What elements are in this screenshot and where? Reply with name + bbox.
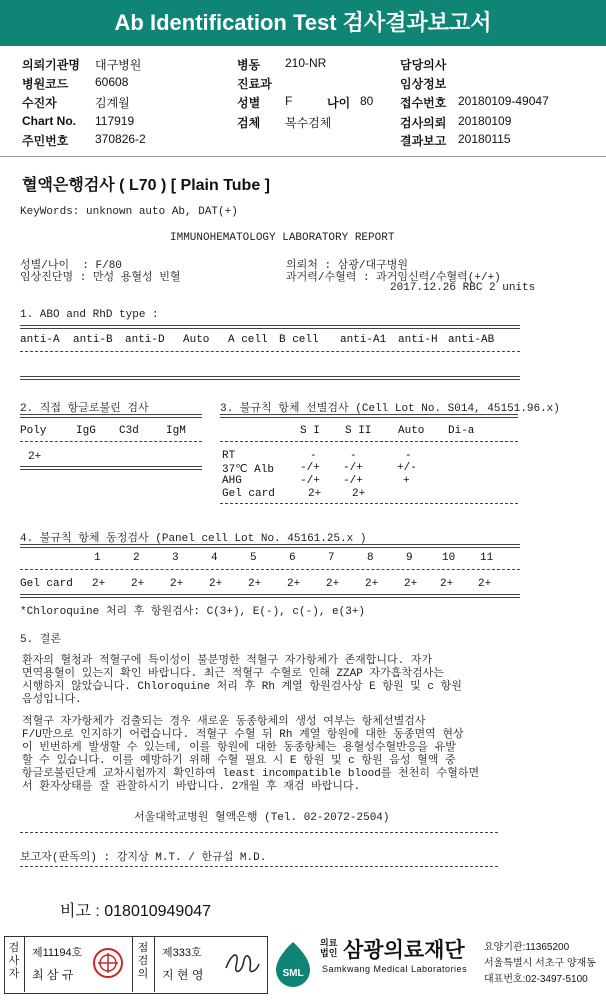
abo-header-anti-b: anti-B	[73, 334, 113, 346]
org-prefix: 의료법인	[320, 938, 338, 958]
signature-divider	[154, 936, 155, 992]
screen-row-37-s2: -/+	[343, 462, 363, 474]
dat-heading: 2. 직접 항글로불린 검사	[20, 403, 149, 415]
hospital-name-value: 대구병원	[95, 58, 142, 72]
specimen-label: 검체	[237, 116, 261, 130]
screen-row-37-auto: +/-	[397, 462, 417, 474]
receipt-no-label: 접수번호	[400, 96, 447, 110]
screen-heading: 3. 불규칙 항체 선별검사 (Cell Lot No. S014, 45151.96.x)	[220, 403, 560, 415]
sml-logo-icon	[270, 938, 316, 990]
reporter: 보고자(판독의) : 강지상 M.T. / 한규섭 M.D.	[20, 852, 267, 864]
screen-row-gel-s2: 2+	[352, 488, 366, 500]
inspector-label: 검사자	[8, 942, 20, 980]
panel-cell-value: 2+	[131, 578, 145, 590]
memo: 비고 : 018010949047	[60, 903, 212, 920]
report-title: Ab Identification Test 검사결과보고서	[0, 0, 606, 46]
sex-label: 성별	[237, 96, 261, 110]
screen-header-auto: Auto	[398, 425, 425, 437]
section-title: 혈액은행검사 ( L70 ) [ Plain Tube ]	[22, 177, 271, 194]
org-phone: 대표번호:02-3497-5100	[484, 974, 588, 985]
panel-cell-value: 2+	[478, 578, 492, 590]
keywords: KeyWords: unknown auto Ab, DAT(+)	[20, 206, 238, 218]
screen-header-s2: S II	[345, 425, 372, 437]
dat-header-igg: IgG	[76, 425, 96, 437]
request-date-value: 20180109	[458, 114, 512, 128]
panel-cell-number: 5	[250, 552, 257, 564]
dat-top-rule	[20, 414, 202, 418]
panel-cell-number: 1	[94, 552, 101, 564]
conclusion-para2-line: 이 빈번하게 발생할 수 있는데, 이를 항원에 대한 동종항체는 용혈성수혈반응을 유발	[22, 742, 456, 754]
abo-header-auto: Auto	[183, 334, 210, 346]
org-english: Samkwang Medical Laboratories	[322, 964, 468, 974]
abo-heading: 1. ABO and RhD type :	[20, 309, 159, 321]
panel-top-rule	[20, 544, 520, 548]
dat-mid-rule	[20, 441, 202, 442]
patient-name-label: 수진자	[22, 96, 57, 110]
panel-cell-value: 2+	[440, 578, 454, 590]
patient-name-value: 김계월	[95, 96, 130, 110]
screen-row-37-s1: -/+	[300, 462, 320, 474]
panel-cell-value: 2+	[92, 578, 106, 590]
panel-cell-value: 2+	[170, 578, 184, 590]
org-address: 서울특별시 서초구 양재동	[484, 958, 596, 969]
screen-header-s1: S I	[300, 425, 320, 437]
screen-bottom-rule	[220, 503, 518, 504]
abo-bottom-rule	[20, 376, 520, 380]
specimen-value: 복수검체	[285, 116, 332, 130]
signature-footer	[0, 932, 606, 1000]
reporter-top-rule	[20, 832, 498, 833]
report-date-value: 20180115	[458, 132, 511, 146]
requester-info: 의뢰처 : 삼광/대구병원	[286, 260, 409, 272]
abo-header-anti-a: anti-A	[20, 334, 60, 346]
signature-divider	[24, 936, 25, 992]
lab-report-title: IMMUNOHEMATOLOGY LABORATORY REPORT	[170, 232, 395, 244]
panel-row-label: Gel card	[20, 578, 73, 590]
panel-heading: 4. 불규칙 항체 동정검사 (Panel cell Lot No. 45161.25.x )	[20, 533, 367, 545]
doctor-label: 담당의사	[400, 58, 447, 72]
dat-header-igm: IgM	[166, 425, 186, 437]
patient-header	[0, 48, 606, 152]
age-value: 80	[360, 94, 374, 108]
abo-header-anti-h: anti-H	[398, 334, 438, 346]
ward-label: 병동	[237, 58, 261, 72]
reviewer-label: 점검의	[137, 942, 149, 980]
screen-top-rule	[220, 414, 518, 418]
department-label: 진료과	[237, 77, 272, 91]
screen-row-rt-auto: -	[405, 450, 412, 462]
chart-no-value: 117919	[95, 114, 135, 128]
conclusion-heading: 5. 결론	[20, 634, 62, 646]
screen-row-ahg-auto: +	[403, 475, 410, 487]
abo-header-anti-ab: anti-AB	[448, 334, 495, 346]
screen-row-rt-s2: -	[350, 450, 357, 462]
org-code: 요양기관:11365200	[484, 942, 570, 953]
resident-no-value: 370826-2	[95, 132, 146, 146]
dat-value-poly: 2+	[28, 451, 42, 463]
abo-header-anti-d: anti-D	[125, 334, 165, 346]
resident-no-label: 주민번호	[22, 134, 69, 148]
conclusion-para1-line: 환자의 혈청과 적혈구에 특이성이 불분명한 적혈구 자가항체가 존재합니다. 자가	[22, 655, 433, 667]
conclusion-para2	[22, 716, 479, 794]
inspector-seal	[92, 944, 124, 982]
dat-header-c3d: C3d	[119, 425, 139, 437]
sex-age-info: 성별/나이 : F/80	[20, 260, 122, 272]
panel-cell-number: 7	[328, 552, 335, 564]
screen-row-rt-label: RT	[222, 450, 236, 462]
screen-mid-rule	[220, 441, 518, 442]
panel-note: *Chloroquine 처리 후 항원검사: C(3+), E(-), c(-), e(3+)	[20, 606, 366, 618]
panel-cell-value: 2+	[209, 578, 223, 590]
diagnosis-info: 임상진단명 : 만성 용혈성 빈혈	[20, 272, 181, 284]
conclusion-para1-line: 시행하지 않았습니다. Chloroquine 처리 후 Rh 계열 항원검사상 E 항원 및 c 항원	[22, 681, 462, 693]
report-date-label: 결과보고	[400, 134, 447, 148]
panel-cell-number: 4	[211, 552, 218, 564]
panel-cell-value: 2+	[326, 578, 340, 590]
screen-row-ahg-s2: -/+	[343, 475, 363, 487]
abo-header-anti-a1: anti-A1	[340, 334, 387, 346]
history-detail: 2017.12.26 RBC 2 units	[390, 282, 536, 294]
conclusion-para2-line: 할 수 있습니다. 이를 예방하기 위해 수혈 필요 시 E 항원 및 c 항원 음성 혈액 중	[22, 755, 456, 767]
panel-bottom-rule	[20, 594, 520, 598]
abo-header-a-cell: A cell	[228, 334, 268, 346]
screen-row-rt-s1: -	[310, 450, 317, 462]
signature-divider	[132, 936, 133, 992]
conclusion-para1-line: 음성입니다.	[22, 694, 82, 706]
reviewer-signature	[222, 946, 262, 980]
sml-logo-text: SML	[282, 968, 304, 979]
panel-cell-number: 11	[480, 552, 494, 564]
header-divider	[0, 156, 606, 157]
reviewer-name: 지 현 영	[162, 968, 204, 982]
screen-row-gel-s1: 2+	[308, 488, 322, 500]
org-name: 삼광의료재단	[343, 939, 465, 962]
panel-cell-value: 2+	[404, 578, 418, 590]
sex-value: F	[285, 94, 293, 108]
abo-header-b-cell: B cell	[279, 334, 319, 346]
receipt-no-value: 20180109-49047	[458, 94, 549, 108]
panel-cell-value: 2+	[365, 578, 379, 590]
dat-bottom-rule	[20, 466, 202, 470]
conclusion-para2-line: 서 환자상태를 잘 관찰하시기 바랍니다. 2개월 후 재검 바랍니다.	[22, 781, 361, 793]
panel-mid-rule	[20, 569, 520, 570]
panel-cell-number: 6	[289, 552, 296, 564]
panel-cell-number: 9	[406, 552, 413, 564]
reporter-bottom-rule	[20, 866, 498, 867]
abo-mid-rule	[20, 351, 520, 352]
panel-cell-number: 2	[133, 552, 140, 564]
inspector-license: 제11194호	[32, 947, 83, 959]
reviewer-license: 제333호	[162, 947, 202, 959]
screen-row-ahg-label: AHG	[222, 475, 242, 487]
age-label: 나이	[327, 96, 351, 110]
panel-cell-number: 10	[442, 552, 456, 564]
chart-no-label: Chart No.	[22, 114, 76, 128]
conclusion-para2-line: F/U만으로 인지하기 어렵습니다. 적혈구 수혈 뒤 Rh 계열 항원에 대한 동종면역 현상	[22, 729, 464, 741]
panel-cell-number: 8	[367, 552, 374, 564]
hospital-code-value: 60608	[95, 75, 129, 89]
request-date-label: 검사의뢰	[400, 116, 447, 130]
screen-row-37-label: 37℃ Alb	[222, 464, 274, 476]
inspector-name: 최 삼 규	[32, 968, 74, 982]
screen-row-ahg-s1: -/+	[300, 475, 320, 487]
panel-cell-value: 2+	[287, 578, 301, 590]
panel-cell-value: 2+	[248, 578, 262, 590]
dat-header-poly: Poly	[20, 425, 47, 437]
conclusion-para1	[22, 655, 462, 707]
ward-value: 210-NR	[285, 56, 327, 70]
abo-top-rule	[20, 325, 520, 329]
panel-cell-number: 3	[172, 552, 179, 564]
conclusion-para1-line: 면역용혈이 있는지 확인 바랍니다. 최근 적혈구 수혈로 인해 ZZAP 자가흡착검사는	[22, 668, 444, 680]
conclusion-para2-line: 항글로불린단계 교차시험까지 확인하여 least incompatible blood를 천천히 수혈하면	[22, 768, 480, 780]
conclusion-para2-line: 적혈구 자가항체가 검출되는 경우 새로운 동종항체의 생성 여부는 항체선별검사	[22, 716, 426, 728]
hospital-contact: 서울대학교병원 혈액은행 (Tel. 02-2072-2504)	[134, 812, 390, 824]
screen-row-gel-label: Gel card	[222, 488, 275, 500]
screen-header-dia: Di-a	[448, 425, 475, 437]
history-info: 과거력/수혈력 : 과거임신력/수혈력(+/+)	[286, 272, 501, 284]
clinical-info-label: 임상정보	[400, 77, 447, 91]
hospital-code-label: 병원코드	[22, 77, 69, 91]
hospital-name-label: 의뢰기관명	[22, 58, 80, 72]
